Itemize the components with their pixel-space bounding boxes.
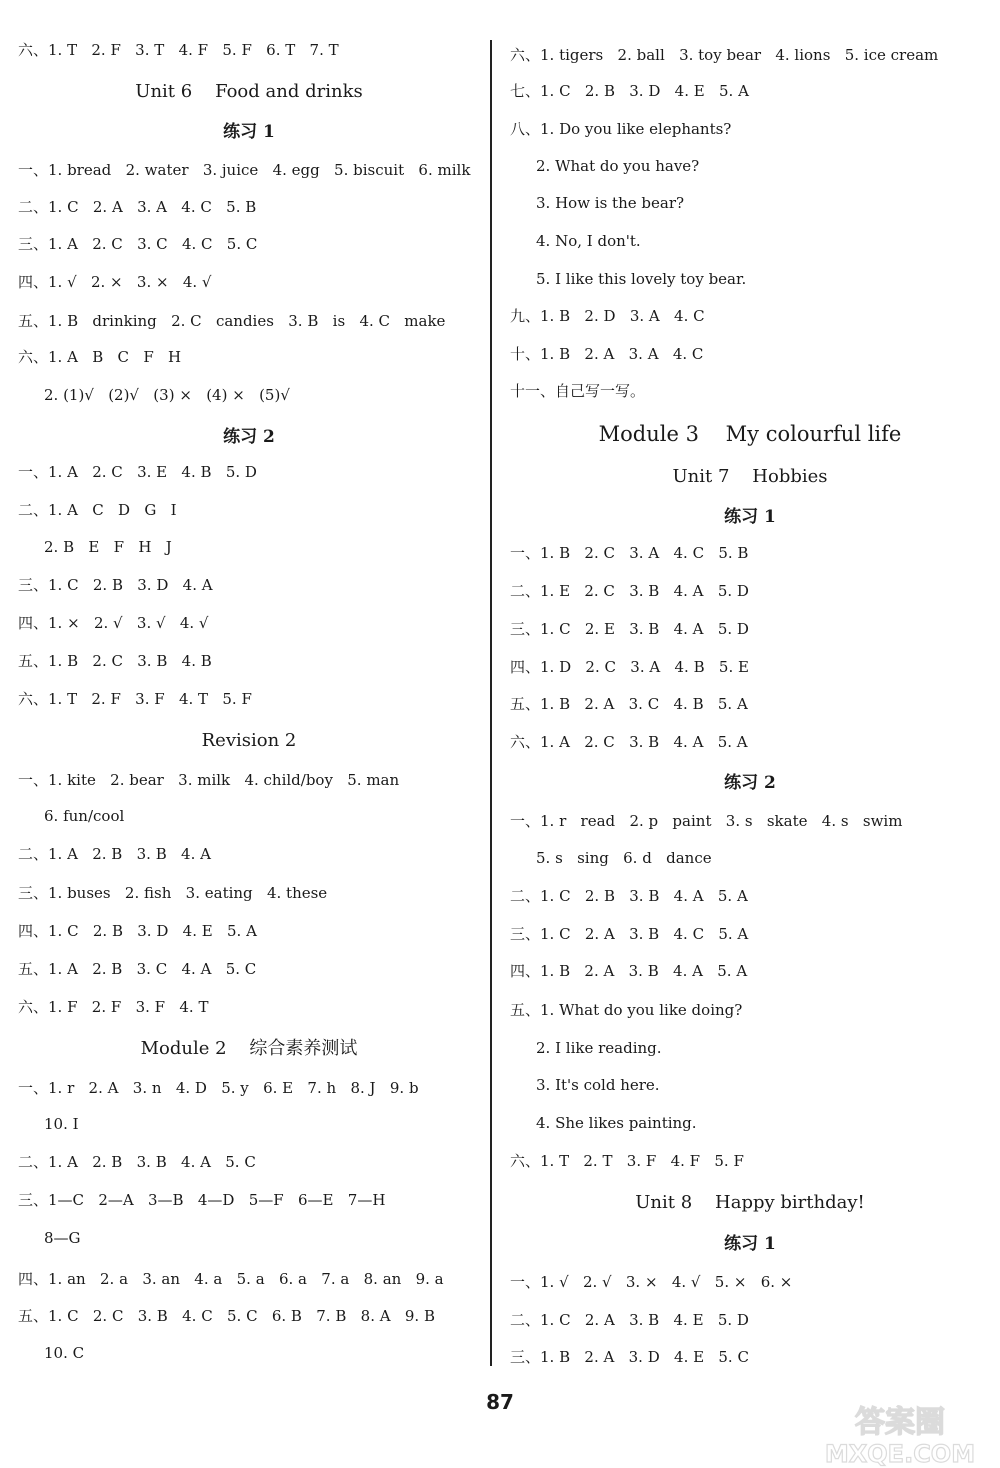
watermark-logo xyxy=(800,1402,1000,1468)
answer-line: 二、1. A 2. B 3. B 4. A xyxy=(18,845,211,863)
watermark-title: 答案圈 xyxy=(855,1405,945,1440)
answer-line-continued: 8—G xyxy=(44,1229,81,1247)
answer-line: 二、1. C 2. B 3. B 4. A 5. A xyxy=(510,887,748,905)
answer-line-continued: 10. I xyxy=(44,1115,79,1133)
answer-line: 二、1. A C D G I xyxy=(18,501,177,519)
answer-line: 一、1. r 2. A 3. n 4. D 5. y 6. E 7. h 8. J 9. b xyxy=(18,1079,419,1097)
practice-heading: 练习 2 xyxy=(223,427,275,447)
answer-line: 八、1. Do you like elephants? xyxy=(510,120,732,138)
answer-line: 二、1. C 2. A 3. A 4. C 5. B xyxy=(18,198,257,216)
section-heading: Unit 8 Happy birthday! xyxy=(635,1192,865,1213)
module-heading: Module 3 My colourful life xyxy=(598,422,902,446)
answer-line: 六、1. T 2. F 3. F 4. T 5. F xyxy=(18,690,252,708)
answer-line: 四、1. × 2. √ 3. √ 4. √ xyxy=(18,614,209,632)
answer-line-continued: 3. How is the bear? xyxy=(536,194,685,212)
answer-line: 五、1. B 2. A 3. C 4. B 5. A xyxy=(510,695,748,713)
answer-line: 十、1. B 2. A 3. A 4. C xyxy=(510,345,704,363)
answer-line-continued: 2. What do you have? xyxy=(536,157,700,175)
answer-line: 二、1. E 2. C 3. B 4. A 5. D xyxy=(510,582,749,600)
answer-line: 十一、自己写一写。 xyxy=(510,382,646,400)
practice-heading: 练习 1 xyxy=(724,507,776,527)
answer-line-continued: 3. It's cold here. xyxy=(536,1076,660,1094)
section-heading: Unit 7 Hobbies xyxy=(672,466,828,487)
answer-line-continued: 4. She likes painting. xyxy=(536,1114,697,1132)
answer-line: 六、1. A 2. C 3. B 4. A 5. A xyxy=(510,733,748,751)
watermark-url: MXQE.COM xyxy=(824,1440,976,1468)
answer-line: 三、1—C 2—A 3—B 4—D 5—F 6—E 7—H xyxy=(18,1191,386,1209)
answer-line: 三、1. A 2. C 3. C 4. C 5. C xyxy=(18,235,258,253)
page-number: 87 xyxy=(486,1390,514,1414)
answer-line: 三、1. B 2. A 3. D 4. E 5. C xyxy=(510,1348,749,1366)
answer-line: 三、1. C 2. A 3. B 4. C 5. A xyxy=(510,925,749,943)
answer-line: 六、1. F 2. F 3. F 4. T xyxy=(18,998,209,1016)
answer-line: 四、1. B 2. A 3. B 4. A 5. A xyxy=(510,962,748,980)
answer-line: 三、1. C 2. B 3. D 4. A xyxy=(18,576,213,594)
answer-line: 三、1. buses 2. fish 3. eating 4. these xyxy=(18,884,328,902)
answer-line: 四、1. √ 2. × 3. × 4. √ xyxy=(18,273,212,291)
answer-line-continued: 5. s sing 6. d dance xyxy=(536,849,712,867)
answer-line-continued: 6. fun/cool xyxy=(44,807,125,825)
answer-line: 四、1. D 2. C 3. A 4. B 5. E xyxy=(510,658,749,676)
answer-line: 七、1. C 2. B 3. D 4. E 5. A xyxy=(510,82,749,100)
answer-line-continued: 2. I like reading. xyxy=(536,1039,662,1057)
answer-line: 五、1. B 2. C 3. B 4. B xyxy=(18,652,212,670)
practice-heading: 练习 1 xyxy=(724,1234,776,1254)
answer-line-continued: 4. No, I don't. xyxy=(536,232,641,250)
answer-line: 一、1. r read 2. p paint 3. s skate 4. s swim xyxy=(510,812,903,830)
answer-line: 四、1. an 2. a 3. an 4. a 5. a 6. a 7. a 8. an 9. a xyxy=(18,1270,444,1288)
answer-line-continued: 2. (1)√ (2)√ (3) × (4) × (5)√ xyxy=(44,386,290,404)
answer-line: 六、1. A B C F H xyxy=(18,348,182,366)
answer-line: 一、1. √ 2. √ 3. × 4. √ 5. × 6. × xyxy=(510,1273,793,1291)
answer-line-continued: 2. B E F H J xyxy=(44,538,172,556)
answer-line: 二、1. C 2. A 3. B 4. E 5. D xyxy=(510,1311,749,1329)
answer-line: 一、1. kite 2. bear 3. milk 4. child/boy 5. man xyxy=(18,771,400,789)
section-heading: Module 2 综合素养测试 xyxy=(140,1038,358,1059)
column-divider xyxy=(490,40,492,1366)
section-heading: Revision 2 xyxy=(201,730,297,751)
answer-line-continued: 5. I like this lovely toy bear. xyxy=(536,270,747,288)
answer-line: 一、1. A 2. C 3. E 4. B 5. D xyxy=(18,463,257,481)
answer-line: 三、1. C 2. E 3. B 4. A 5. D xyxy=(510,620,749,638)
practice-heading: 练习 1 xyxy=(223,122,275,142)
answer-line: 一、1. bread 2. water 3. juice 4. egg 5. biscuit 6. milk xyxy=(18,161,471,179)
answer-line: 九、1. B 2. D 3. A 4. C xyxy=(510,307,705,325)
answer-line: 六、1. tigers 2. ball 3. toy bear 4. lions 5. ice cream xyxy=(510,46,939,64)
answer-line: 四、1. C 2. B 3. D 4. E 5. A xyxy=(18,922,257,940)
answer-line: 五、1. C 2. C 3. B 4. C 5. C 6. B 7. B 8. A 9. B xyxy=(18,1307,435,1325)
answer-line: 五、1. What do you like doing? xyxy=(510,1001,743,1019)
answer-line-continued: 10. C xyxy=(44,1344,85,1362)
practice-heading: 练习 2 xyxy=(724,773,776,793)
answer-line: 五、1. A 2. B 3. C 4. A 5. C xyxy=(18,960,257,978)
answer-line: 五、1. B drinking 2. C candies 3. B is 4. C make xyxy=(18,312,446,330)
answer-line: 六、1. T 2. T 3. F 4. F 5. F xyxy=(510,1152,744,1170)
answer-line: 六、1. T 2. F 3. T 4. F 5. F 6. T 7. T xyxy=(18,41,339,59)
answer-line: 一、1. B 2. C 3. A 4. C 5. B xyxy=(510,544,749,562)
answer-line: 二、1. A 2. B 3. B 4. A 5. C xyxy=(18,1153,256,1171)
section-heading: Unit 6 Food and drinks xyxy=(135,81,363,102)
